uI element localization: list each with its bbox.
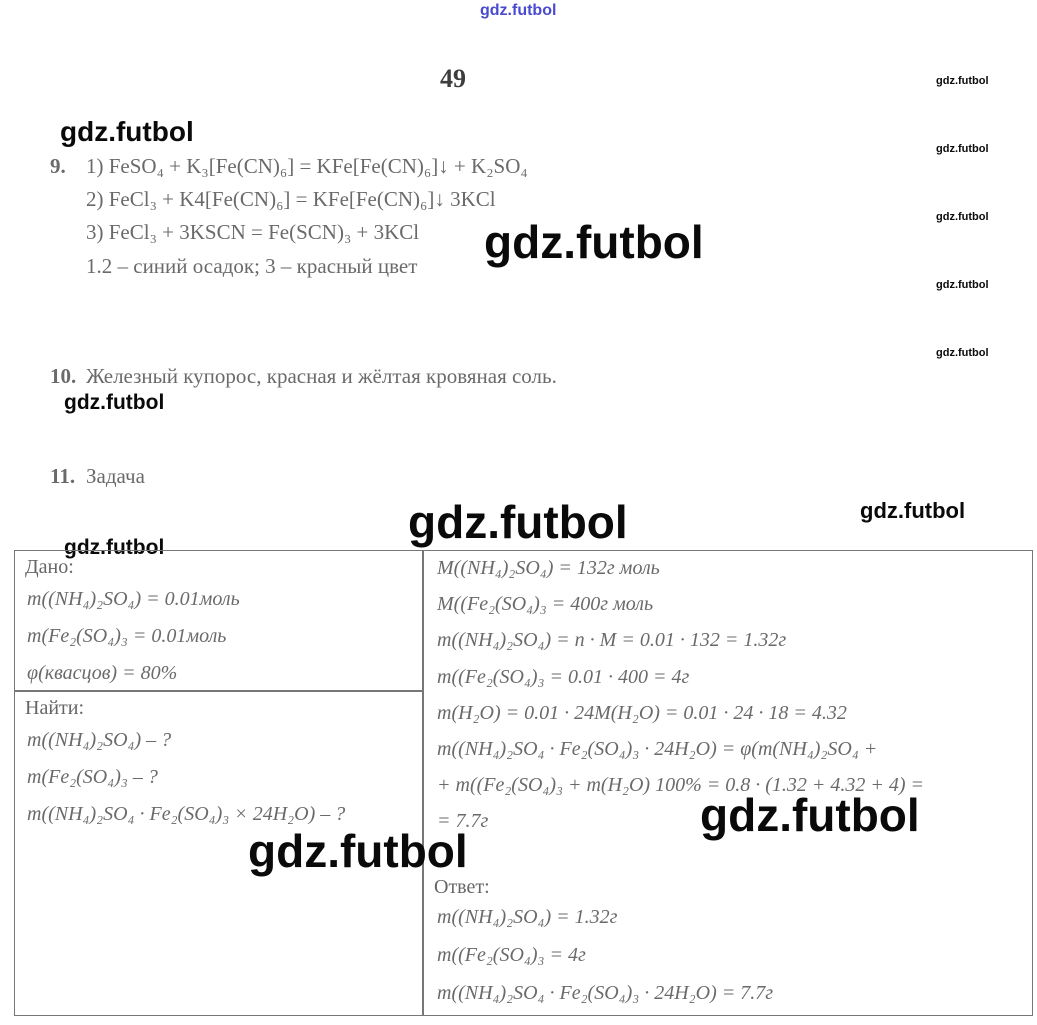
watermark-small: gdz.futbol	[936, 75, 989, 87]
watermark-large: gdz.futbol	[700, 789, 920, 841]
task-10-text: Железный купорос, красная и жёлтая кровяная соль.	[86, 364, 557, 388]
find-line: m((NH₄)₂SO₄) – ?	[27, 729, 172, 751]
solution-line: M((NH₄)₂SO₄) = 132г моль	[437, 557, 660, 579]
watermark-small: gdz.futbol	[936, 279, 989, 291]
solution-line: = 7.7г	[437, 810, 489, 832]
task-10-number: 10.	[50, 364, 77, 388]
watermark-large: gdz.futbol	[484, 216, 704, 268]
page-number: 49	[440, 64, 466, 93]
task-9-line: 1) FeSO₄ + K₃[Fe(CN)₆] = KFe[Fe(CN)₆]↓ + K₂SO₄	[86, 154, 528, 178]
given-line: φ(квасцов) = 80%	[27, 662, 178, 684]
answer-line: m((NH₄)₂SO₄ · Fe₂(SO₄)₃ · 24H₂O) = 7.7г	[437, 982, 774, 1004]
task-11-text: Задача	[86, 464, 145, 488]
watermark-top: gdz.futbol	[480, 2, 557, 19]
answer-line: m((Fe₂(SO₄)₃ = 4г	[437, 944, 586, 966]
given-label: Дано:	[25, 556, 74, 578]
watermark-large: gdz.futbol	[408, 496, 628, 548]
task-9-line: 2) FeCl₃ + K4[Fe(CN)₆] = KFe[Fe(CN)₆]↓ 3KCl	[86, 187, 496, 211]
task-9-line: 3) FeCl₃ + 3KSCN = Fe(SCN)₃ + 3KCl	[86, 220, 420, 244]
solution-line: m((Fe₂(SO₄)₃ = 0.01 · 400 = 4г	[437, 666, 690, 688]
watermark-medium: gdz.futbol	[860, 498, 966, 523]
watermark-medium: gdz.futbol	[60, 116, 194, 147]
task-9-number: 9.	[50, 154, 66, 178]
solution-line: m(H₂O) = 0.01 · 24M(H₂O) = 0.01 · 24 · 18 = 4.32	[437, 702, 847, 724]
task-11-number: 11.	[50, 464, 76, 488]
watermark-medium: gdz.futbol	[64, 391, 165, 414]
task-9-line: 1.2 – синий осадок; 3 – красный цвет	[86, 254, 418, 278]
watermark-small: gdz.futbol	[936, 211, 989, 223]
watermark-medium: gdz.futbol	[64, 536, 165, 559]
solution-line: m((NH₄)₂SO₄ · Fe₂(SO₄)₃ · 24H₂O) = φ(m(NH₄)₂SO₄ +	[437, 738, 878, 760]
watermark-small: gdz.futbol	[936, 347, 989, 359]
solution-line: + m((Fe₂(SO₄)₃ + m(H₂O) 100% = 0.8 · (1.32 + 4.32 + 4) =	[437, 774, 925, 796]
answer-line: m((NH₄)₂SO₄) = 1.32г	[437, 906, 618, 928]
watermark-small: gdz.futbol	[936, 143, 989, 155]
given-line: m(Fe₂(SO₄)₃ = 0.01моль	[27, 625, 227, 647]
answer-label: Ответ:	[434, 876, 490, 898]
solution-line: m((NH₄)₂SO₄) = n · M = 0.01 · 132 = 1.32г	[437, 629, 787, 651]
solution-line: M((Fe₂(SO₄)₃ = 400г моль	[437, 593, 654, 615]
given-line: m((NH₄)₂SO₄) = 0.01моль	[27, 588, 240, 610]
find-label: Найти:	[25, 697, 85, 719]
find-line: m((NH₄)₂SO₄ · Fe₂(SO₄)₃ × 24H₂O) – ?	[27, 803, 346, 825]
find-line: m(Fe₂(SO₄)₃ – ?	[27, 766, 158, 788]
watermark-large: gdz.futbol	[248, 825, 468, 877]
